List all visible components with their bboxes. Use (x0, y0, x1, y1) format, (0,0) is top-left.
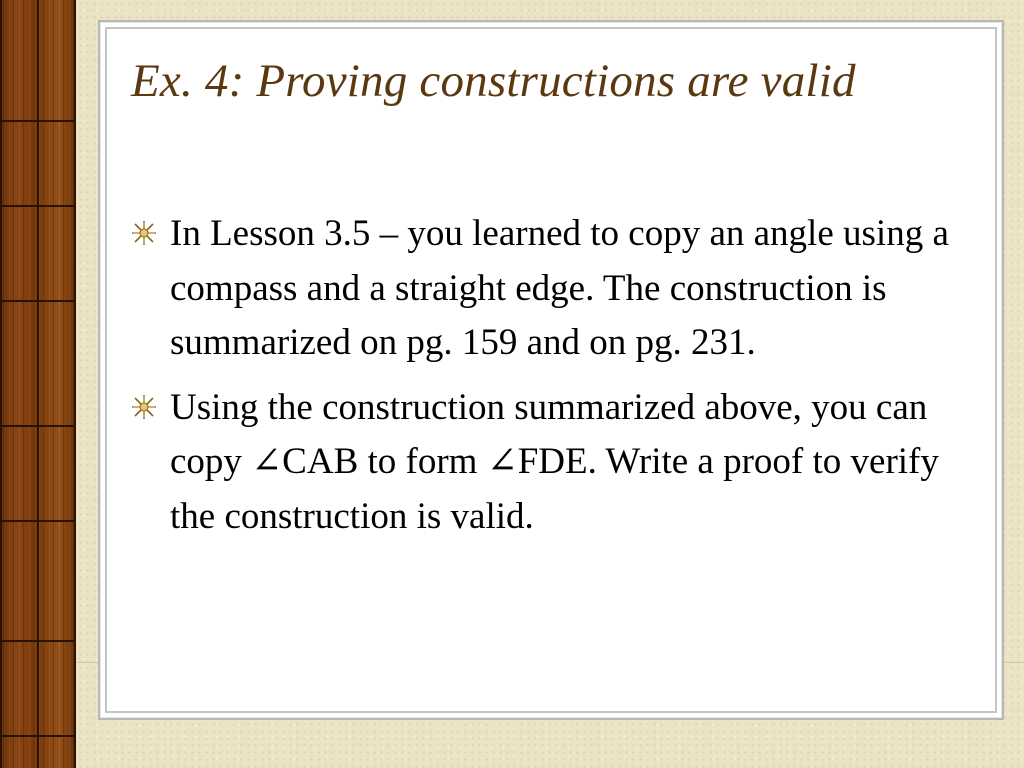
wood-joint (0, 520, 76, 522)
bullet-text: Using the construction summarized above, you can copy ∠CAB to form ∠FDE. Write a proof to verify the construction is valid. (170, 386, 939, 537)
bullet-text: In Lesson 3.5 – you learned to copy an angle using a compass and a straight edge. The construction is summarized on pg. 159 and on pg. 231. (170, 213, 949, 363)
bullet-item (131, 381, 991, 545)
starburst-bullet-icon (131, 394, 157, 420)
starburst-bullet-icon (131, 220, 157, 246)
wood-divider (0, 0, 2, 768)
wood-divider (37, 0, 39, 768)
wood-divider (74, 0, 76, 768)
wood-joint (0, 640, 76, 642)
wood-joint (0, 205, 76, 207)
wood-joint (0, 120, 76, 122)
wood-joint (0, 425, 76, 427)
wood-border-strip (0, 0, 76, 768)
wood-joint (0, 735, 76, 737)
bullet-list (131, 207, 991, 554)
slide-title: Ex. 4: Proving constructions are valid (131, 55, 856, 107)
wood-joint (0, 300, 76, 302)
bullet-item (131, 207, 991, 371)
